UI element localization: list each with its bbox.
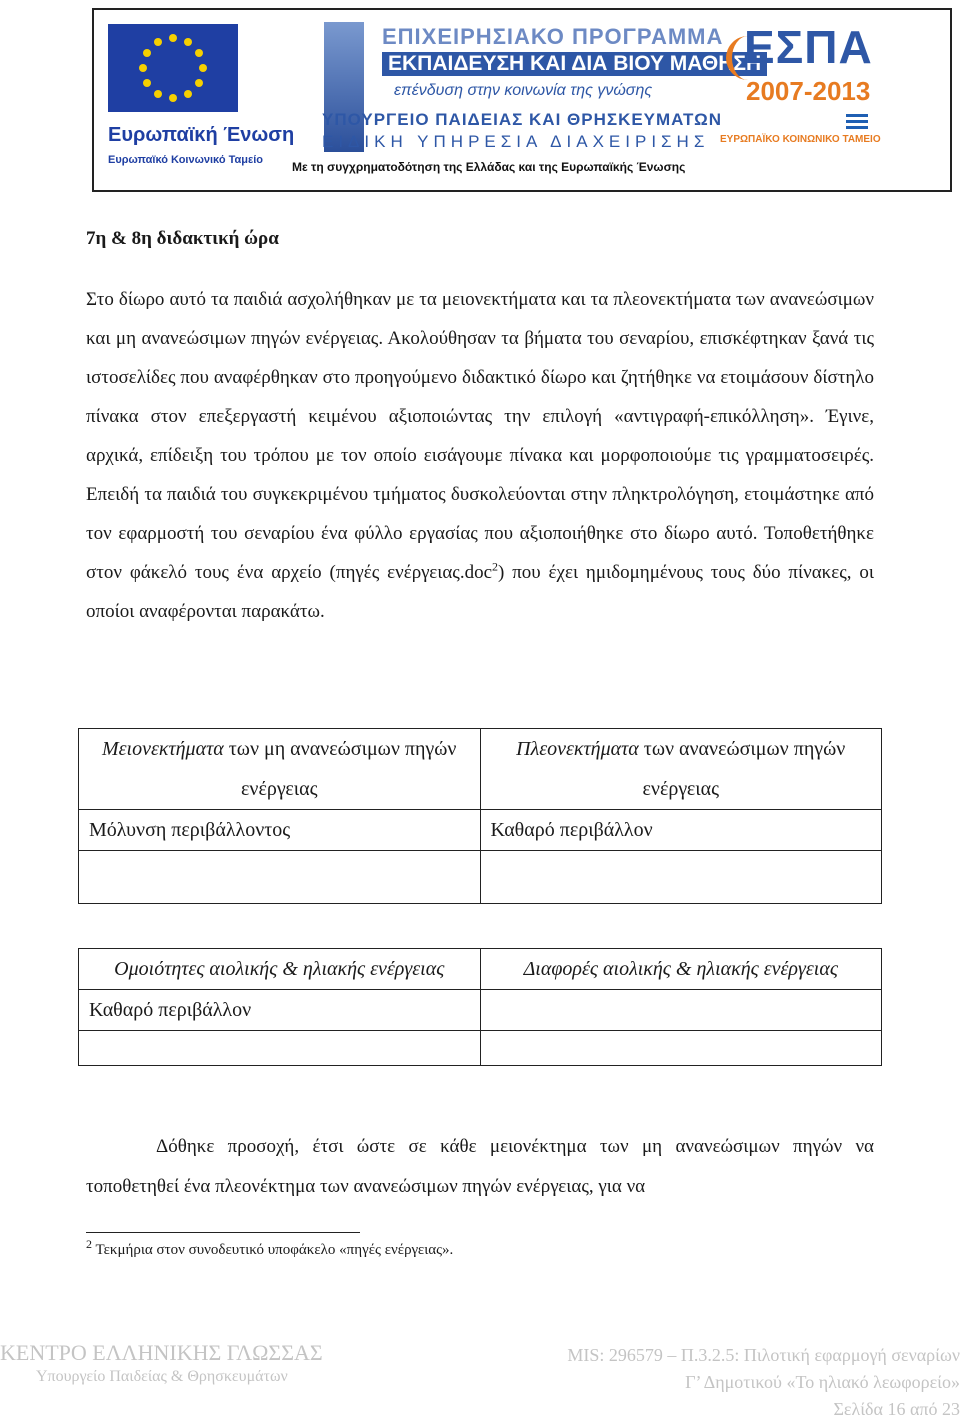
footer-ministry: Υπουργείο Παιδείας & Θρησκευμάτων <box>36 1368 288 1385</box>
paragraph-text: Στο δίωρο αυτό τα παιδιά ασχολήθηκαν με τα μειονεκτήματα και τα πλεονεκτήματα των ανανεώσιμων και μη ανανεώσιμων πηγών ενέργειας. Ακολούθησαν τα βήματα του σεναρίου, επισκέφτηκαν ξανά τις ιστοσελίδες που αναφέρθηκαν στο προηγούμενο διδακτικό δίωρο και ζητήθηκε να ετοιμάσουν δίστηλο πίνακα στον επεξεργαστή κειμένου αξιοποιώντας την επιλογή «αντιγραφή-επικόλληση». Έγινε, αρχικά, επίδειξη του τρόπου με τον οποίο εισάγουμε πίνακα και μορφοποιούμε τις γραμματοσειρές. Επειδή τα παιδιά του συγκεκριμένου τμήματος δυσκολεύονται στην πληκτρολόγηση, ετοιμάστηκε από τον εφαρμοστή του σεναρίου ένα φύλλο εργασίας που αξιοποιήθηκε στο δίωρο αυτό. Τοποθετήθηκε στον φάκελό τους ένα αρχείο (πηγές ενέργειας.doc <box>86 289 874 583</box>
comparison-table <box>78 948 882 1066</box>
header-italic: Πλεονεκτήματα <box>516 738 639 760</box>
program-slogan: επένδυση στην κοινωνία της γνώσης <box>394 82 653 99</box>
footer-organization: ΚΕΝΤΡΟ ΕΛΛΗΝΙΚΗΣ ΓΛΩΣΣΑΣ <box>0 1340 323 1365</box>
table-header-cell: Ομοιότητες αιολικής & ηλιακής ενέργειας <box>79 949 481 990</box>
header-rest: των ανανεώσιμων πηγών ενέργειας <box>638 738 846 800</box>
table-cell: Καθαρό περιβάλλον <box>480 810 882 851</box>
table-cell-empty <box>480 851 882 904</box>
espa-fund: ΕΥΡΩΠΑΪΚΟ ΚΟΙΝΩΝΙΚΟ ΤΑΜΕΙΟ <box>720 134 881 145</box>
ministry-name: ΥΠΟΥΡΓΕΙΟ ΠΑΙΔΕΙΑΣ ΚΑΙ ΘΡΗΣΚΕΥΜΑΤΩΝ <box>322 110 723 129</box>
table-cell-empty <box>480 990 882 1031</box>
program-title: ΕΠΙΧΕΙΡΗΣΙΑΚΟ ΠΡΟΓΡΑΜΜΑ <box>382 24 724 49</box>
greek-flag-icon <box>846 114 868 129</box>
section-heading: 7η & 8η διδακτική ώρα <box>86 228 279 249</box>
table-row <box>79 1031 882 1066</box>
eu-fund: Ευρωπαϊκό Κοινωνικό Ταμείο <box>108 154 263 166</box>
header-banner <box>92 8 952 192</box>
footnote-ref[interactable]: 2 <box>492 559 498 574</box>
espa-logo <box>716 20 938 150</box>
table-cell: Μόλυνση περιβάλλοντος <box>79 810 481 851</box>
advantages-table <box>78 728 882 904</box>
header-rest: των μη ανανεώσιμων πηγών ενέργειας <box>223 738 457 800</box>
footnote-text: Τεκμήρια στον συνοδευτικό υποφάκελο «πηγές ενέργειας». <box>92 1242 454 1258</box>
espa-years: 2007-2013 <box>746 76 871 106</box>
footnote-number: 2 <box>86 1237 92 1251</box>
page-number: Σελίδα 16 από 23 <box>833 1399 960 1419</box>
eu-logo <box>108 24 318 180</box>
table-row <box>79 851 882 904</box>
footnote-divider <box>86 1232 360 1233</box>
body-paragraph <box>86 280 874 631</box>
table-header-cell <box>480 729 882 810</box>
footer-info <box>567 1342 960 1423</box>
eu-name: Ευρωπαϊκή Ένωση <box>108 124 295 146</box>
cofunding-statement: Με τη συγχρηματοδότηση της Ελλάδας και της Ευρωπαϊκής Ένωσης <box>292 160 686 174</box>
eu-flag-icon <box>108 24 238 112</box>
header-italic: Μειονεκτήματα <box>102 738 224 760</box>
program-subtitle: ΕΚΠΑΙΔΕΥΣΗ ΚΑΙ ΔΙΑ ΒΙΟΥ ΜΑΘΗΣΗ <box>382 52 767 76</box>
table-cell-empty <box>480 1031 882 1066</box>
table-header-cell: Διαφορές αιολικής & ηλιακής ενέργειας <box>480 949 882 990</box>
table-header-row <box>79 729 882 810</box>
table-row <box>79 810 882 851</box>
closing-paragraph: Δόθηκε προσοχή, έτσι ώστε σε κάθε μειονέκτημα των μη ανανεώσιμων πηγών να τοποθετηθεί ένα πλεονέκτημα των ανανεώσιμων πηγών ενέργειας, για να <box>86 1136 874 1197</box>
footer-grade: Γ’ Δημοτικού «Το ηλιακό λεωφορείο» <box>685 1372 960 1392</box>
table-cell-empty <box>79 1031 481 1066</box>
table-cell: Καθαρό περιβάλλον <box>79 990 481 1031</box>
table-header-cell <box>79 729 481 810</box>
footnote <box>86 1237 454 1259</box>
table-header-row <box>79 949 882 990</box>
table-row <box>79 990 882 1031</box>
paragraph-text-end: ) που έχει ημιδομημένους τους δύο πίνακες, οι οποίοι αναφέρονται παρακάτω. <box>86 562 874 622</box>
table-cell-empty <box>79 851 481 904</box>
footer-mis: MIS: 296579 – Π.3.2.5: Πιλοτική εφαρμογή σεναρίων <box>567 1345 960 1365</box>
managing-service: ΕΙΔΙΚΗ ΥΠΗΡΕΣΙΑ ΔΙΑΧΕΙΡΙΣΗΣ <box>322 132 710 151</box>
espa-title: ΕΣΠΑ <box>744 21 873 73</box>
